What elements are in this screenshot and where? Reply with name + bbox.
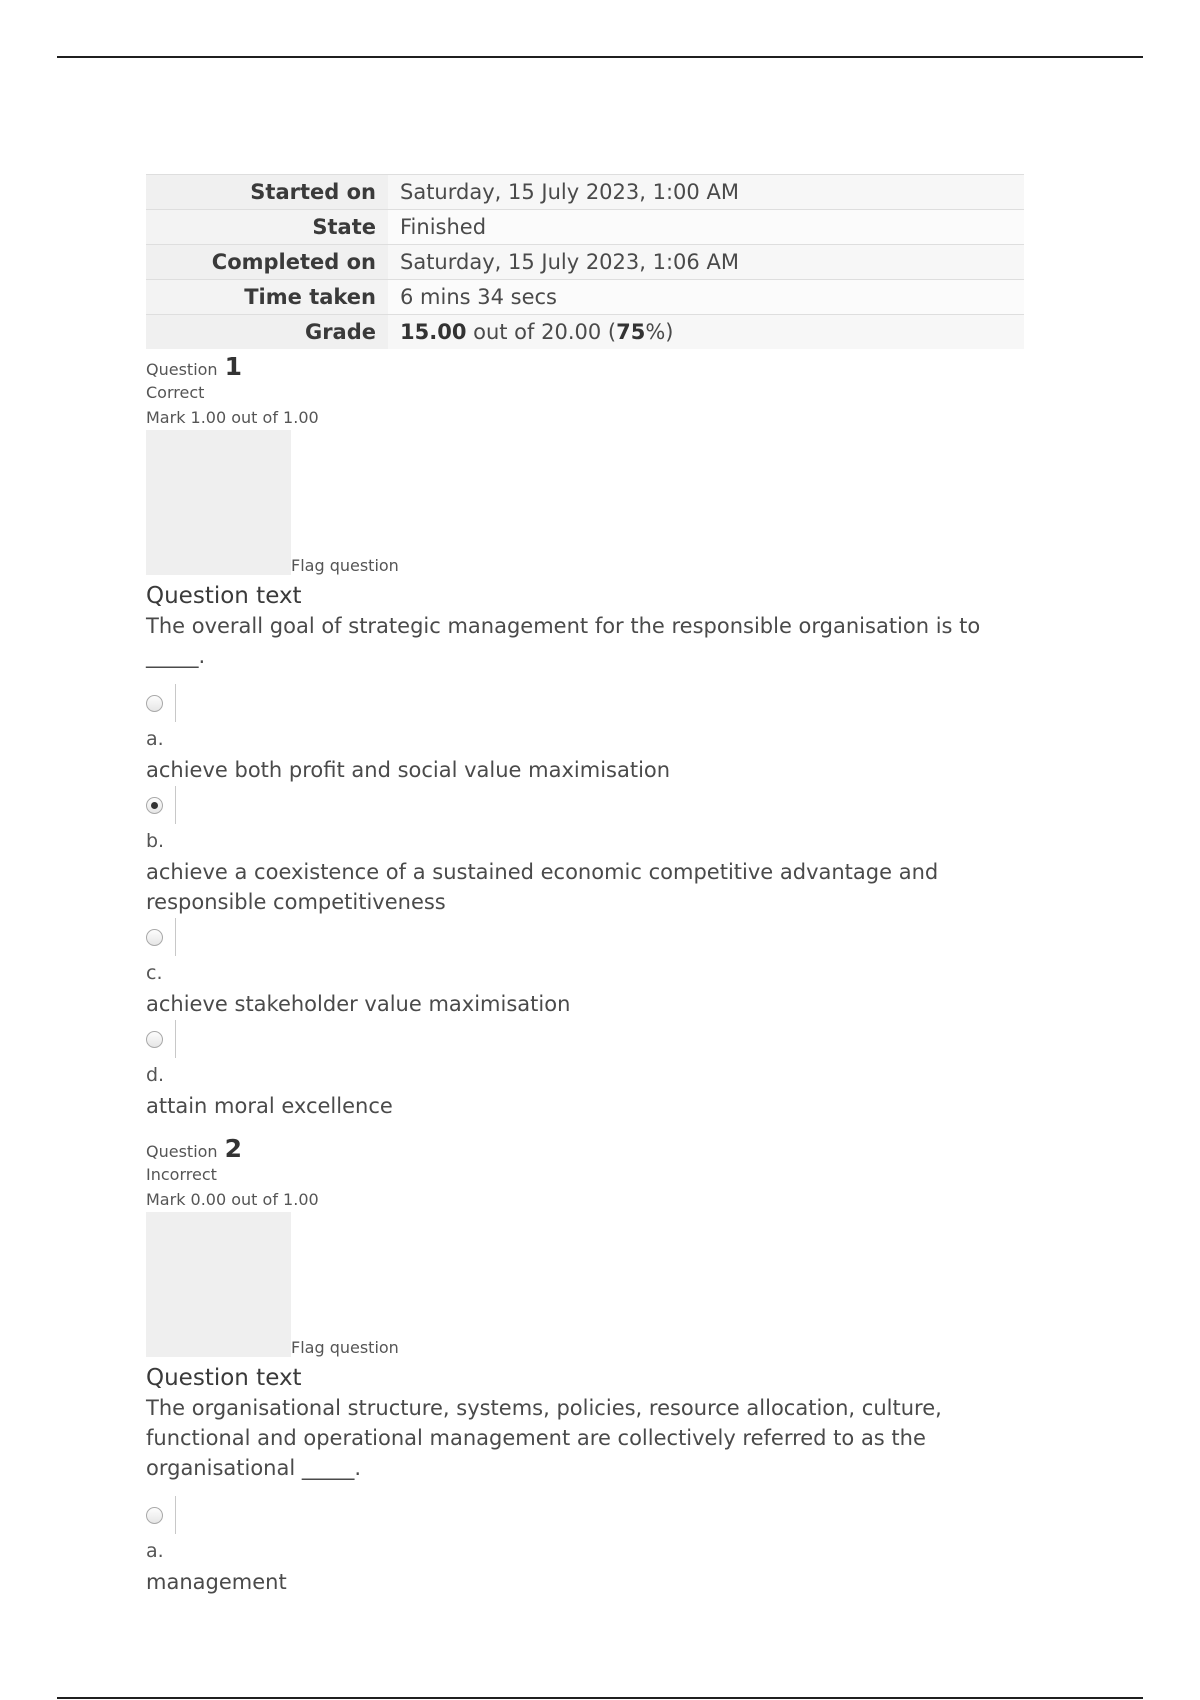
option-letter: a.	[146, 1540, 164, 1562]
grade-value	[388, 315, 1024, 350]
answer-option-c	[146, 917, 1026, 1019]
radio-button[interactable]	[146, 695, 163, 712]
summary-label: Started on	[146, 175, 388, 210]
quiz-review	[146, 174, 1026, 1597]
summary-row-time-taken	[146, 280, 1024, 315]
question-mark: Mark 0.00 out of 1.00	[146, 1190, 319, 1209]
flag-icon[interactable]	[146, 1212, 291, 1357]
option-letter: d.	[146, 1064, 165, 1086]
question-text-heading: Question text	[146, 583, 302, 609]
answer-option-d	[146, 1019, 1026, 1121]
summary-value: Saturday, 15 July 2023, 1:06 AM	[388, 245, 1024, 280]
option-text: achieve a coexistence of a sustained economic competitive advantage and responsible competitiveness	[146, 860, 939, 914]
radio-button[interactable]	[146, 1031, 163, 1048]
option-text: achieve both profit and social value maximisation	[146, 758, 671, 782]
question-text: The organisational structure, systems, policies, resource allocation, culture, functional and operational management are collectively referred to as the organisational _____.	[146, 1396, 942, 1480]
divider	[175, 684, 176, 722]
option-text: attain moral excellence	[146, 1094, 393, 1118]
summary-label: Time taken	[146, 280, 388, 315]
answer-option-b	[146, 785, 1026, 917]
summary-label: State	[146, 210, 388, 245]
flag-row	[146, 430, 1026, 575]
option-letter: c.	[146, 962, 163, 984]
question-text-heading: Question text	[146, 1365, 302, 1391]
top-rule	[57, 56, 1143, 58]
flag-question-link[interactable]: Flag question	[291, 556, 399, 575]
question-prefix: Question	[146, 360, 218, 379]
bottom-rule	[57, 1697, 1143, 1699]
summary-row-started	[146, 175, 1024, 210]
summary-label: Grade	[146, 315, 388, 350]
summary-value: Finished	[388, 210, 1024, 245]
question-block	[146, 352, 1026, 1121]
question-status: Correct	[146, 383, 205, 402]
flag-question-link[interactable]: Flag question	[291, 1338, 399, 1357]
summary-value: Saturday, 15 July 2023, 1:00 AM	[388, 175, 1024, 210]
question-mark: Mark 1.00 out of 1.00	[146, 408, 319, 427]
answer-option-a	[146, 683, 1026, 785]
summary-row-completed	[146, 245, 1024, 280]
summary-value: 6 mins 34 secs	[388, 280, 1024, 315]
summary-row-grade	[146, 315, 1024, 350]
divider	[175, 1020, 176, 1058]
radio-button[interactable]	[146, 1507, 163, 1524]
grade-points: 15.00	[400, 320, 467, 344]
option-text: achieve stakeholder value maximisation	[146, 992, 571, 1016]
option-text: management	[146, 1570, 287, 1594]
option-letter: a.	[146, 728, 164, 750]
divider	[175, 918, 176, 956]
answer-option-a	[146, 1495, 1026, 1597]
option-letter: b.	[146, 830, 165, 852]
question-heading	[146, 1134, 1026, 1163]
radio-button[interactable]	[146, 929, 163, 946]
flag-icon[interactable]	[146, 430, 291, 575]
divider	[175, 1496, 176, 1534]
question-prefix: Question	[146, 1142, 218, 1161]
summary-row-state	[146, 210, 1024, 245]
attempt-summary-table	[146, 174, 1024, 349]
question-status: Incorrect	[146, 1165, 217, 1184]
question-number: 1	[224, 352, 243, 381]
radio-button-selected[interactable]	[146, 797, 163, 814]
grade-suffix: %)	[645, 320, 674, 344]
grade-out-of: out of 20.00 (	[466, 320, 617, 344]
divider	[175, 786, 176, 824]
question-block	[146, 1134, 1026, 1597]
flag-row	[146, 1212, 1026, 1357]
summary-label: Completed on	[146, 245, 388, 280]
question-number: 2	[224, 1134, 243, 1163]
question-text: The overall goal of strategic management for the responsible organisation is to _____.	[146, 614, 981, 668]
question-heading	[146, 352, 1026, 381]
grade-percent: 75	[616, 320, 646, 344]
